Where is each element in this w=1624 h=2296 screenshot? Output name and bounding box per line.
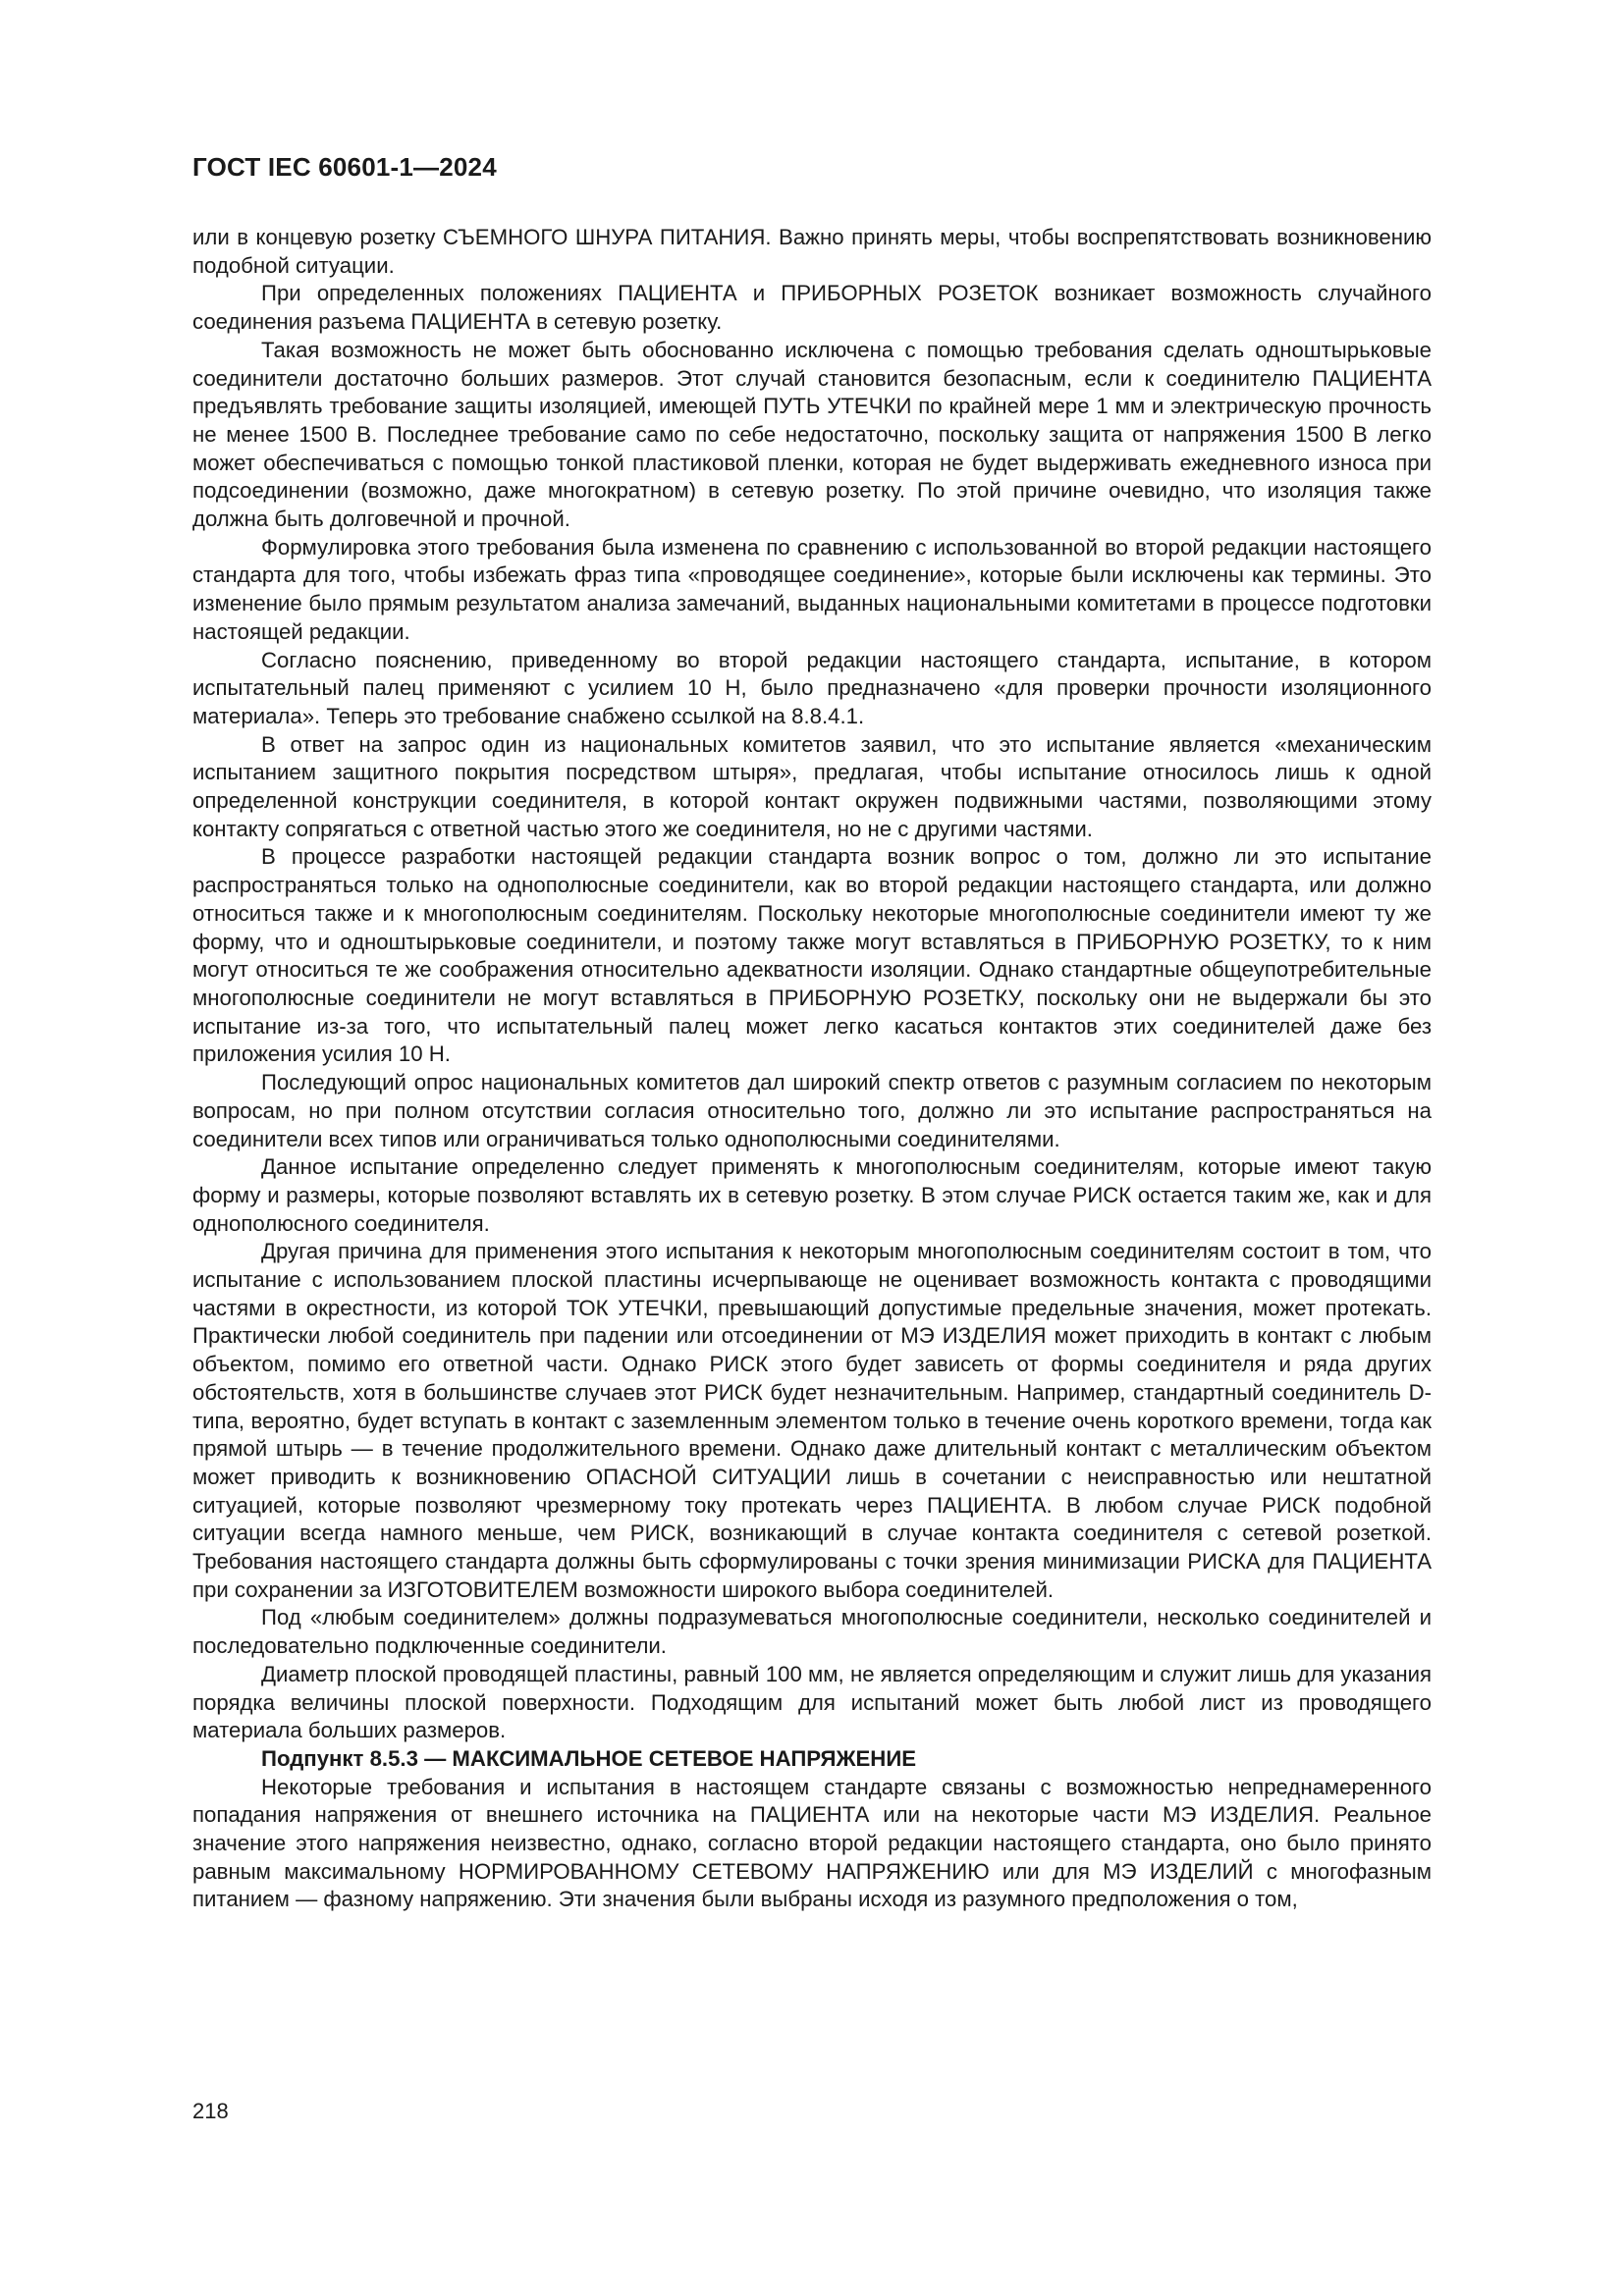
paragraph: В ответ на запрос один из национальных комитетов заявил, что это испытание является «механическим испытанием защитного покрытия посредством штыря», предлагая, чтобы испытание относилось лишь к одной определенной конструкции соединителя, в которой контакт окружен подвижными частями, позволяющими этому контакту сопрягаться с ответной частью этого же соединителя, но не с другими частями.	[192, 731, 1432, 841]
paragraph: Некоторые требования и испытания в настоящем стандарте связаны с возможностью непреднамеренного попадания напряжения от внешнего источника на ПАЦИЕНТА или на некоторые части МЭ ИЗДЕЛИЯ. Реальное значение этого напряжения неизвестно, однако, согласно второй редакции настоящего стандарта, оно было принято равным максимальному НОРМИРОВАННОМУ СЕТЕВОМУ НАПРЯЖЕНИЮ или для МЭ ИЗДЕЛИЙ с многофазным питанием — фазному напряжению. Эти значения были выбраны исходя из разумного предположения о том,	[192, 1774, 1432, 1912]
paragraph: Данное испытание определенно следует применять к многополюсным соединителям, которые имеют такую форму и размеры, которые позволяют вставлять их в сетевую розетку. В этом случае РИСК остается таким же, как и для однополюсного соединителя.	[192, 1154, 1432, 1236]
document-header: ГОСТ IEC 60601-1—2024	[192, 152, 497, 182]
subsection-heading: Подпункт 8.5.3 — МАКСИМАЛЬНОЕ СЕТЕВОЕ НАПРЯЖЕНИЕ	[261, 1745, 917, 1771]
paragraph: В процессе разработки настоящей редакции стандарта возник вопрос о том, должно ли это испытание распространяться только на однополюсные соединители, как во второй редакции настоящего стандарта, или должно относиться также и к многополюсным соединителям. Поскольку некоторые многополюсные соединители имеют ту же форму, что и одноштырьковые соединители, и поэтому также могут вставляться в ПРИБОРНУЮ РОЗЕТКУ, то к ним могут относиться те же соображения относительно адекватности изоляции. Однако стандартные общеупотребительные многополюсные соединители не могут вставляться в ПРИБОРНУЮ РОЗЕТКУ, поскольку они не выдержали бы это испытание из-за того, что испытательный палец может легко касаться контактов этих соединителей даже без приложения усилия 10 Н.	[192, 844, 1432, 1067]
body-text	[192, 224, 1432, 1914]
paragraph: Такая возможность не может быть обоснованно исключена с помощью требования сделать одноштырьковые соединители достаточно больших размеров. Этот случай становится безопасным, если к соединителю ПАЦИЕНТА предъявлять требование защиты изоляцией, имеющей ПУТЬ УТЕЧКИ по крайней мере 1 мм и электрическую прочность не менее 1500 В. Последнее требование само по себе недостаточно, поскольку защита от напряжения 1500 В легко может обеспечиваться с помощью тонкой пластиковой пленки, которая не будет выдерживать ежедневного износа при подсоединении (возможно, даже многократном) в сетевую розетку. По этой причине очевидно, что изоляция также должна быть долговечной и прочной.	[192, 337, 1432, 532]
paragraph: При определенных положениях ПАЦИЕНТА и ПРИБОРНЫХ РОЗЕТОК возникает возможность случайного соединения разъема ПАЦИЕНТА в сетевую розетку.	[192, 281, 1432, 335]
paragraph: Диаметр плоской проводящей пластины, равный 100 мм, не является определяющим и служит лишь для указания порядка величины плоской поверхности. Подходящим для испытаний может быть любой лист из проводящего материала больших размеров.	[192, 1661, 1432, 1743]
paragraph: Формулировка этого требования была изменена по сравнению с использованной во второй редакции настоящего стандарта для того, чтобы избежать фраз типа «проводящее соединение», которые были исключены как термины. Это изменение было прямым результатом анализа замечаний, выданных национальными комитетами в процессе подготовки настоящей редакции.	[192, 534, 1432, 644]
paragraph: или в концевую розетку СЪЕМНОГО ШНУРА ПИТАНИЯ. Важно принять меры, чтобы воспрепятствовать возникновению подобной ситуации.	[192, 225, 1432, 278]
paragraph: Последующий опрос национальных комитетов дал широкий спектр ответов с разумным согласием по некоторым вопросам, но при полном отсутствии согласия относительно того, должно ли это испытание распространяться на соединители всех типов или ограничиваться только однополюсными соединителями.	[192, 1070, 1432, 1151]
paragraph: Под «любым соединителем» должны подразумеваться многополюсные соединители, несколько соединителей и последовательно подключенные соединители.	[192, 1605, 1432, 1659]
paragraph: Другая причина для применения этого испытания к некоторым многополюсным соединителям состоит в том, что испытание с использованием плоской пластины исчерпывающе не оценивает возможность контакта с проводящими частями в окрестности, из которой ТОК УТЕЧКИ, превышающий допустимые предельные значения, может протекать. Практически любой соединитель при падении или отсоединении от МЭ ИЗДЕЛИЯ может приходить в контакт с любым объектом, помимо его ответной части. Однако РИСК этого будет зависеть от формы соединителя и ряда других обстоятельств, хотя в большинстве случаев этот РИСК будет незначительным. Например, стандартный соединитель D-типа, вероятно, будет вступать в контакт с заземленным элементом только в течение очень короткого времени, тогда как прямой штырь — в течение продолжительного времени. Однако даже длительный контакт с металлическим объектом может приводить к возникновению ОПАСНОЙ СИТУАЦИИ лишь в сочетании с неисправностью или нештатной ситуацией, которые позволяют чрезмерному току протекать через ПАЦИЕНТА. В любом случае РИСК подобной ситуации всегда намного меньше, чем РИСК, возникающий в случае контакта соединителя с сетевой розеткой. Требования настоящего стандарта должны быть сформулированы с точки зрения минимизации РИСКА для ПАЦИЕНТА при сохранении за ИЗГОТОВИТЕЛЕМ возможности широкого выбора соединителей.	[192, 1239, 1432, 1602]
paragraph: Согласно пояснению, приведенному во второй редакции настоящего стандарта, испытание, в котором испытательный палец применяют с усилием 10 Н, было предназначено «для проверки прочности изоляционного материала». Теперь это требование снабжено ссылкой на 8.8.4.1.	[192, 647, 1432, 728]
page-number: 218	[192, 2099, 229, 2123]
